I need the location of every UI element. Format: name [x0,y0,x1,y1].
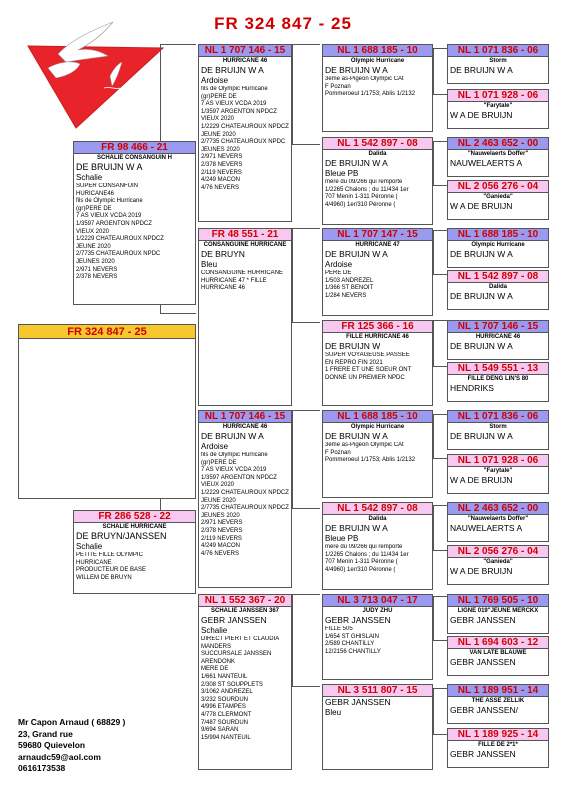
owner-name: DE BRUIJN W A [450,341,513,351]
sd-card [198,228,292,406]
pigeon-name: CONSANGUINE HURRICANE [203,242,287,248]
owner-name: GEBR JANSSEN [450,657,516,667]
breeder-city: 59680 Quievelon [18,740,86,751]
ring-number: NL 1 071 836 - 06 [448,411,548,423]
ring-number: NL 1 071 928 - 06 [448,90,548,102]
owner-name: W A DE BRUIJN [450,475,513,485]
owner-name: DE BRUIJN W A [450,431,513,441]
ring-number: NL 3 511 807 - 15 [323,685,432,697]
breeder-email[interactable]: arnaudc59@aol.com [18,751,101,762]
ring-number: NL 1 542 897 - 08 [323,138,432,150]
ring-number: FR 125 366 - 16 [323,321,432,333]
g4-card [447,728,549,768]
pigeon-name: JUDY ZHU [362,608,393,614]
ss-card [198,44,292,222]
ring-number: FR 286 528 - 22 [74,511,195,523]
pigeon-color: Bleue PB [325,534,359,543]
owner-name: GEBR JANSSEN/ [450,705,519,715]
g4-card [447,545,549,585]
pigeon-name: "Nauwelaerts Doffer" [467,516,529,522]
pigeon-name: Storm [489,58,507,64]
sire-card [73,141,196,305]
ring-number: NL 1 707 146 - 15 [199,45,291,57]
owner-name: GEBR JANSSEN [450,615,516,625]
pigeon-name: "Ganieda" [483,194,513,200]
owner-name: DE BRUIJN W [325,341,381,351]
connector [292,228,320,229]
owner-name: NAUWELAERTS A [450,158,523,168]
connector [433,550,447,551]
owner-name: DE BRUIJN W A [76,162,143,172]
sdd-card [322,320,433,406]
ring-number: NL 2 463 652 - 00 [448,138,548,150]
breeder-name: Mr Capon Arnaud ( 68829 ) [18,717,126,727]
pigeon-name: "Nauwelaerts Doffer" [467,151,529,157]
connector [292,686,320,687]
pigeon-name: Storm [489,424,507,430]
g4-card [447,410,549,450]
g4-card [447,180,549,220]
connector [433,230,434,274]
page-title: FR 324 847 - 25 [214,14,352,33]
owner-name: DE BRUIJN W A [450,249,513,259]
pigeon-name: SCHALIE HURRICANE [102,524,167,530]
connector [433,48,434,94]
connector [433,596,434,640]
owner-name: GEBR JANSSEN [325,615,391,625]
pigeon-color: Ardoise [201,76,229,85]
pigeon-info: FILLE 505 1/654 ST GHISLAIN 2/589 CHANTILLY 12/2156 CHANTILLY [325,626,381,655]
g4-card [447,502,549,542]
connector [433,48,447,49]
pigeon-name: FILLE HURRICANE 46 [346,334,409,340]
pigeon-name: Dalida [488,284,507,290]
ring-number: NL 3 713 047 - 17 [323,595,432,607]
connector [292,144,320,145]
pigeon-info: fils de Olympic Hurricane (gr)PERE DE 7 AS VIEUX VCDA 2019 1/3597 ARGENTON NPDCZ VIEUX 2020 1/2229 CHATEAUROUX NPDCZ JEUNE 2020 2/7735 CHATEAUROUX NPDCZ JEUNES 2020 2/971 NEVERS 2/378 NEVERS 2/119 NEVERS 4/249 MACON 4/76 NEVERS [201,452,289,557]
connector [433,230,447,231]
ring-number: NL 1 549 551 - 13 [448,363,548,375]
pigeon-name: SCHALIE CONSANGUIN H [96,155,172,161]
connector [433,688,434,734]
connector [292,410,293,508]
owner-name: DE BRUYN/JANSSEN [76,531,167,541]
ring-number: NL 2 056 276 - 04 [448,546,548,558]
pigeon-info: PERE DE 1/503 ANDREZEL 1/366 ST BENOIT 1/284 NEVERS [325,270,374,299]
owner-name: W A DE BRUIJN [450,201,513,211]
pigeon-name: "Farytale" [483,103,513,109]
pigeon-info: SUPER VOYAGEUSE PASSEE EN REPRO FIN 2021 1 FRERE ET UNE SOEUR ONT DONNE UN PREMIER NPDC [325,352,412,381]
pigeon-name: HURRICANE 46 [475,334,521,340]
connector [433,94,447,95]
ring-number: NL 2 056 276 - 04 [448,181,548,193]
pigeon-name: Dalida [368,516,387,522]
ring-number: NL 1 707 146 - 15 [199,411,291,423]
connector [433,185,447,186]
owner-name: GEBR JANSSEN [450,749,516,759]
ring-number: FR 98 466 - 21 [74,142,195,154]
ring-number: NL 2 463 652 - 00 [448,503,548,515]
pigeon-info: DIRECT PIERT ET CLAUDIA MANDERS SUCCURSALE JANSSEN ARENDONK MERE DE 1/661 NANTEUIL 2/308 ST SOUPPLETS 3/1062 ANDREZEL 3/232 SOURDUN 4/996 ETAMPES 4/778 CLERMONT 7/487 SOURDUN 9/694 SARAN 15/994 NANTEUIL [201,636,280,741]
pigeon-name: Dalida [368,151,387,157]
sds-card [322,228,433,316]
ring-number: NL 1 688 185 - 10 [448,229,548,241]
pigeon-name: HURRICANE 46 [222,424,268,430]
connector [433,320,434,366]
g4-card [447,270,549,310]
pigeon-name: LIGNE 019"JEUNE MERCKX [457,608,539,614]
owner-name: DE BRUIJN W A [201,431,264,441]
owner-name: GEBR JANSSEN [325,697,391,707]
connector [433,366,447,367]
pigeon-name: "Ganieda" [483,559,513,565]
connector [292,410,320,411]
connector [292,228,293,322]
g4-card [447,44,549,84]
ring-number: NL 1 707 146 - 15 [448,321,548,333]
connector [433,734,447,735]
g4-card [447,684,549,724]
ring-number: NL 1 694 603 - 12 [448,637,548,649]
connector [160,313,196,314]
pigeon-color: Bleu [325,708,342,717]
owner-name: GEBR JANSSEN [201,615,267,625]
pigeon-name: HURRICANE 47 [355,242,400,248]
ddd-card [322,684,433,770]
pigeon-info: fils de Olympic Hurricane (gr)PERE DE 7 AS VIEUX VCDA 2019 1/3597 ARGENTON NPDCZ VIEUX 2020 1/2229 CHATEAUROUX NPDCZ JEUNE 2020 2/7735 CHATEAUROUX NPDC JEUNES 2020 2/971 NEVERS 2/378 NEVERS 2/119 NEVERS 4/249 MACON 4/76 NEVERS [201,86,289,191]
connector [433,414,447,415]
connector [433,414,434,458]
connector [292,322,320,323]
ring-number: NL 1 688 185 - 10 [323,411,432,423]
ring-number: NL 1 189 951 - 14 [448,685,548,697]
pigeon-color: Schalie [201,626,228,635]
connector [292,594,320,595]
connector [433,505,447,506]
connector [433,320,447,321]
owner-name: DE BRUIJN W A [325,65,388,75]
g4-card [447,594,549,634]
pigeon-color: Schalie [76,542,103,551]
pigeon-name: HURRICANE 46 [222,58,268,64]
subject-card [18,324,196,499]
pigeon-info: 3ème as-Pigeon Olympic CAt F Poznan Pommeroeul 1/1753; Ablis 1/2132 [325,442,416,464]
ring-number: NL 1 552 367 - 20 [199,595,291,607]
dsd-card [322,502,433,590]
pigeon-color: Bleue PB [325,169,359,178]
owner-name: DE BRUIJN W A [450,291,513,301]
pigeon-name: VAN LATE BLAUWE [469,650,527,656]
dss-card [322,410,433,498]
connector [433,141,447,142]
dd-card [198,594,292,770]
owner-name: DE BRUIJN W A [325,523,388,533]
ring-number: NL 1 707 147 - 15 [323,229,432,241]
owner-name: DE BRUIJN W A [201,65,264,75]
pigeon-info: mère du 09/266 qui remporte 1/2265 Chalons ; du 11/434 1er 707 Menin 1-311 Péronne ( 4/4960) 1er/310 Péronne ( [325,179,409,208]
g4-card [447,137,549,177]
pigeon-name: Olympic Hurricane [471,242,525,248]
breeder-address [18,717,125,775]
pigeon-info: SUPER CONSANFUIN HURICANE46 fils de Olympic Hurricane (gr)PERE DE 7 AS VIEUX VCDA 2019 1/3597 ARGENTON NPDCZ VIEUX 2020 1/2229 CHATEAUROUX NPDCZ JEUNE 2020 2/7735 CHATEAUROUX NPDC JEUNES 2020 2/971 NEVERS 2/378 NEVERS [76,183,164,281]
connector [292,44,293,144]
owner-name: DE BRUIJN W A [325,158,388,168]
owner-name: DE BRUIJN W A [450,65,513,75]
pigeon-name: FILLE DE 2*1* [478,742,518,748]
connector [433,688,447,689]
g4-card [447,636,549,676]
connector [292,44,320,45]
pigeon-name: Olympic Hurricane [350,58,405,64]
sss-card [322,44,433,132]
connector [433,274,447,275]
pigeon-name: SCHALIE JANSSEN 367 [210,608,280,614]
owner-name: W A DE BRUIJN [450,566,513,576]
ring-number: NL 1 542 897 - 08 [448,271,548,283]
g4-card [447,320,549,360]
ring-number: NL 1 688 185 - 10 [323,45,432,57]
pigeon-info: 3ème as-Pigeon Olympic CAt F Poznan Pommeroeul 1/1753; Ablis 1/2132 [325,76,416,98]
ring-number: NL 1 071 836 - 06 [448,45,548,57]
connector [292,594,293,686]
ds-card [198,410,292,588]
connector [433,640,447,641]
pigeon-info: mère du 09/266 qui remporte 1/2265 Chalons ; du 11/434 1er 707 Menin 1-311 Péronne ( 4/4960) 1er/310 Péronne ( [325,544,409,573]
pigeon-name: Olympic Hurricane [350,424,405,430]
owner-name: NAUWELAERTS A [450,523,523,533]
ring-number: FR 324 847 - 25 [19,325,195,339]
g4-card [447,362,549,402]
owner-name: HENDRIKS [450,383,494,393]
owner-name: DE BRUYN [201,249,245,259]
connector [433,458,447,459]
connector [433,596,447,597]
pigeon-color: Ardoise [201,442,229,451]
breeder-street: 23, Grand rue [18,728,73,739]
g4-card [447,89,549,129]
ring-number: NL 1 769 505 - 10 [448,595,548,607]
owner-name: W A DE BRUIJN [450,110,513,120]
ring-number: NL 1 542 897 - 08 [323,503,432,515]
pigeon-info: CONSANGUINE HURRICANE HURRICANE 47 * FILLE HURRICANE 46 [201,270,284,292]
connector [433,141,434,185]
g4-card [447,454,549,494]
g4-card [447,228,549,268]
owner-name: DE BRUIJN W A [325,249,388,259]
pigeon-name: THE ASSE ZELLIK [471,698,525,704]
pigeon-color: Bleu [201,260,218,269]
breeder-phone: 0616173538 [18,763,66,774]
dam-card [73,510,196,594]
pigeon-info: PETITE FILLE OLYMPIC HURRICANE PRODUCTEUR DE BASE WILLEM DE BRUYN [76,552,147,581]
pigeon-color: Ardoise [325,260,353,269]
club-logo [18,18,168,130]
pigeon-name: "Farytale" [483,468,513,474]
owner-name: DE BRUIJN W A [325,431,388,441]
ring-number: NL 1 189 925 - 14 [448,729,548,741]
connector [433,505,434,550]
ssd-card [322,137,433,225]
ring-number: NL 1 071 928 - 06 [448,455,548,467]
connector [292,508,320,509]
connector [160,44,196,45]
dds-card [322,594,433,680]
pigeon-name: FILLE DENG LIN'S 80 [467,376,529,382]
pigeon-color: Schalie [76,173,103,182]
ring-number: FR 48 551 - 21 [199,229,291,241]
